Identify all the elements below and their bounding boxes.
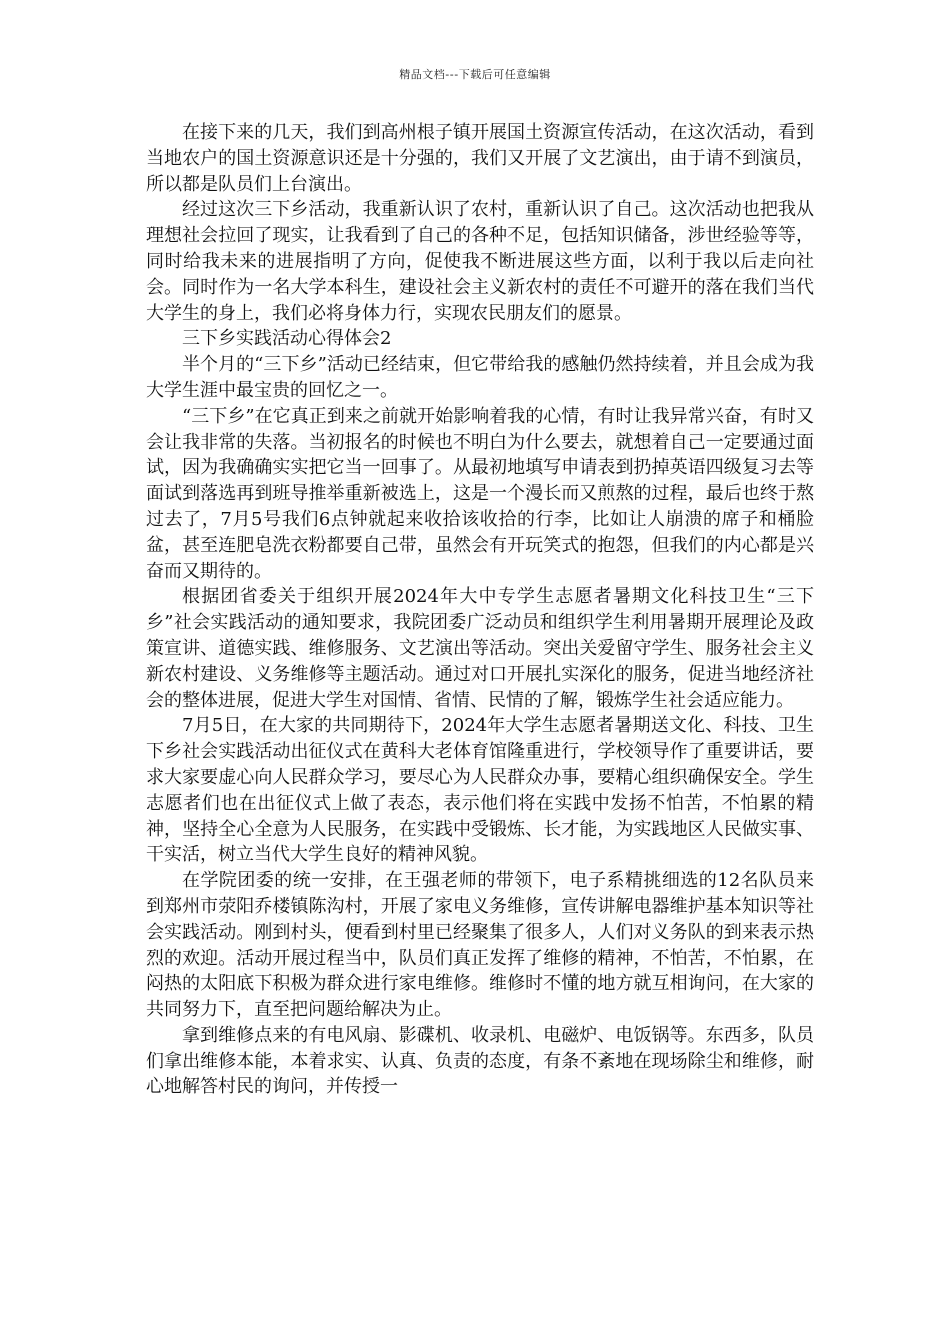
paragraph: 7月5日，在大家的共同期待下，2024年大学生志愿者暑期送文化、科技、卫生下乡社会实践活动出征仪式在黄科大老体育馆隆重进行，学校领导作了重要讲话，要求大家要虚心向人民群众学习，要尽心为人民群众办事，要精心组织确保安全。学生志愿者们也在出征仪式上做了表态，表示他们将在实践中发扬不怕苦，不怕累的精神，坚持全心全意为人民服务，在实践中受锻炼、长才能，为实践地区人民做实事、干实活，树立当代大学生良好的精神风貌。	[146, 715, 814, 866]
paragraph: 拿到维修点来的有电风扇、影碟机、收录机、电磁炉、电饭锅等。东西多，队员们拿出维修本能，本着求实、认真、负责的态度，有条不紊地在现场除尘和维修，耐心地解答村民的询问，并传授一	[146, 1024, 814, 1098]
page-header: 精品文档---下载后可任意编辑	[399, 68, 551, 81]
paragraph: 在学院团委的统一安排，在王强老师的带领下，电子系精挑细选的12名队员来到郑州市荥阳乔楼镇陈沟村，开展了家电义务维修，宣传讲解电器维护基本知识等社会实践活动。刚到村头，便看到村里已经聚集了很多人，人们对义务队的到来表示热烈的欢迎。活动开展过程当中，队员们真正发挥了维修的精神，不怕苦，不怕累，在闷热的太阳底下积极为群众进行家电维修。维修时不懂的地方就互相询问，在大家的共同努力下，直至把问题给解决为止。	[146, 870, 814, 1021]
paragraph: 半个月的“三下乡”活动已经结束，但它带给我的感触仍然持续着，并且会成为我大学生涯中最宝贵的回忆之一。	[146, 354, 814, 401]
paragraph: 经过这次三下乡活动，我重新认识了农村，重新认识了自己。这次活动也把我从理想社会拉回了现实，让我看到了自己的各种不足，包括知识储备，涉世经验等等，同时给我未来的进展指明了方向，促使我不断进展这些方面，以利于我以后走向社会。同时作为一名大学本科生，建设社会主义新农村的责任不可避开的落在我们当代大学生的身上，我们必将身体力行，实现农民朋友们的愿景。	[146, 199, 814, 324]
paragraph: 在接下来的几天，我们到高州根子镇开展国土资源宣传活动，在这次活动，看到当地农户的国土资源意识还是十分强的，我们又开展了文艺演出，由于请不到演员，所以都是队员们上台演出。	[146, 122, 814, 195]
paragraph: “三下乡”在它真正到来之前就开始影响着我的心情，有时让我异常兴奋，有时又会让我非常的失落。当初报名的时候也不明白为什么要去，就想着自己一定要通过面试，因为我确确实实把它当一回事了。从最初地填写申请表到扔掉英语四级复习去等面试到落选再到班导推举重新被选上，这是一个漫长而又煎熬的过程，最后也终于熬过去了，7月5号我们6点钟就起来收拾该收拾的行李，比如让人崩溃的席子和桶脸盆，甚至连肥皂洗衣粉都要自己带，虽然会有开玩笑式的抱怨，但我们的内心都是兴奋而又期待的。	[146, 405, 814, 582]
section-heading: 三下乡实践活动心得体会2	[182, 328, 392, 350]
paragraph: 根据团省委关于组织开展2024年大中专学生志愿者暑期文化科技卫生“三下乡”社会实践活动的通知要求，我院团委广泛动员和组织学生利用暑期开展理论及政策宣讲、道德实践、维修服务、文艺演出等活动。突出关爱留守学生、服务社会主义新农村建设、义务维修等主题活动。通过对口开展扎实深化的服务，促进当地经济社会的整体进展，促进大学生对国情、省情、民情的了解，锻炼学生社会适应能力。	[146, 586, 814, 711]
document-body	[146, 120, 814, 1100]
